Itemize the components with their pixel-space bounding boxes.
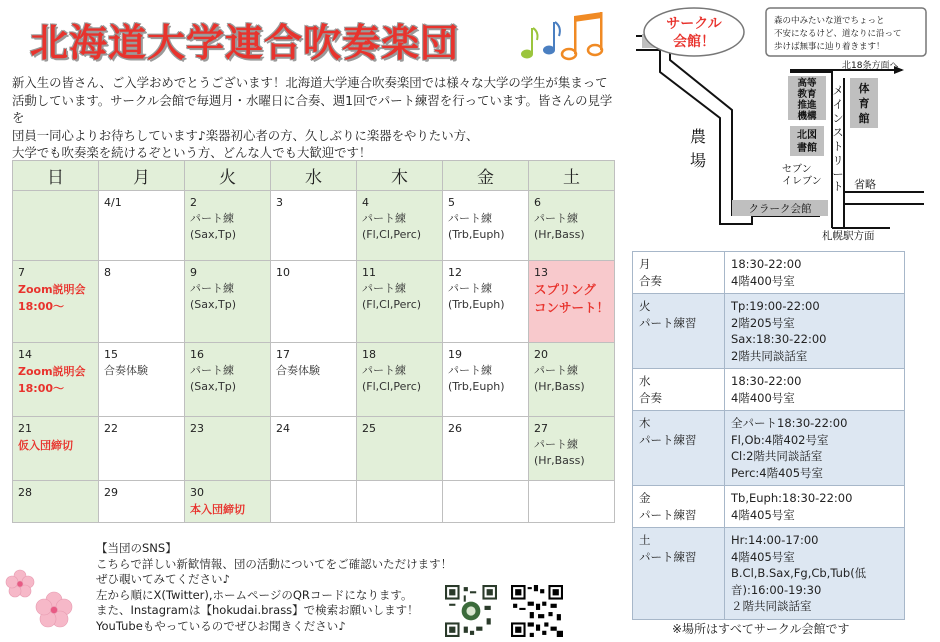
- schedule-day-cell: [633, 528, 725, 620]
- calendar-day-cell: [529, 261, 615, 343]
- calendar-day-cell: [13, 343, 99, 417]
- calendar-day-cell: [271, 191, 357, 261]
- farm-label-1: 農: [690, 127, 707, 146]
- calendar-activity: パート練: [190, 282, 234, 295]
- note-line-3: 歩けば無事に辿り着きます！: [774, 42, 885, 52]
- page-title: 北海道大学連合吹奏楽団: [30, 21, 460, 65]
- schedule-detail-line: 全パート18:30-22:00: [731, 416, 848, 430]
- calendar-activity: パート練: [190, 212, 234, 225]
- schedule-detail-line: 2階共同談話室: [731, 348, 808, 363]
- kouto-label-4: 機構: [797, 111, 817, 122]
- schedule-detail-cell: [725, 369, 905, 411]
- calendar-day-cell: [99, 417, 185, 481]
- weekday-mon: 月: [99, 161, 185, 191]
- map-north18-label: 北18条方面へ: [842, 61, 899, 71]
- farm-label-2: 場: [690, 151, 707, 170]
- calendar-day-number: 21: [18, 422, 32, 435]
- calendar-day-cell: [529, 343, 615, 417]
- sns-line: ぜひ覗いてみてください♪: [96, 572, 230, 587]
- calendar-activity: (Trb,Euph): [448, 228, 505, 241]
- calendar-week-row: [13, 343, 615, 417]
- homepage-qr-code[interactable]: [511, 585, 563, 637]
- calendar-activity: 合奏体験: [104, 364, 148, 377]
- main-street-label: [833, 84, 844, 193]
- calendar-day-number: 16: [190, 348, 204, 361]
- schedule-detail-cell: [725, 294, 905, 369]
- schedule-detail-line: 4階400号室: [731, 390, 795, 405]
- calendar-activity: パート練: [362, 212, 406, 225]
- sapporo-label: 札幌駅方面: [822, 230, 875, 242]
- schedule-day-label: パート練習: [639, 432, 697, 447]
- sns-line: 左から順にX(Twitter),ホームページのQRコードになります。: [96, 587, 413, 602]
- calendar-day-number: 14: [18, 348, 32, 361]
- calendar-day-cell: [443, 343, 529, 417]
- calendar-day-number: 23: [190, 422, 204, 435]
- calendar-week-row: [13, 261, 615, 343]
- schedule-day-label: 土: [639, 533, 651, 547]
- schedule-detail-line: 4階405号室: [731, 549, 795, 564]
- calendar-event-highlight: 18:00～: [18, 382, 65, 395]
- omit-label: 省略: [854, 178, 876, 191]
- music-notes-icon: [515, 4, 610, 68]
- calendar-activity: (Sax,Tp): [190, 380, 237, 393]
- cherry-blossom-icon: [2, 566, 92, 642]
- calendar-week-row: [13, 481, 615, 523]
- clark-label: クラーク会館: [748, 203, 812, 215]
- calendar-activity: パート練: [362, 364, 406, 377]
- weekday-sun: 日: [13, 161, 99, 191]
- calendar-activity: (Fl,Cl,Perc): [362, 228, 422, 241]
- calendar-activity: (Hr,Bass): [534, 228, 585, 241]
- calendar-day-number: 15: [104, 348, 118, 361]
- calendar-event-highlight: スプリング: [534, 282, 596, 297]
- calendar-day-cell: [443, 261, 529, 343]
- schedule-detail-line: Hr:14:00-17:00: [731, 533, 819, 547]
- calendar-day-cell: [13, 261, 99, 343]
- schedule-day-cell: [633, 252, 725, 294]
- note-line-1: 森の中みたいな道でちょっと: [774, 16, 885, 26]
- bubble-line-1: サークル: [666, 16, 722, 32]
- calendar-day-cell: [529, 481, 615, 523]
- sns-line: こちらで詳しい新歓情報、団の活動についてをご確認いただけます！: [96, 556, 453, 571]
- calendar-day-number: 20: [534, 348, 548, 361]
- schedule-detail-line: B.Cl,B.Sax,Fg,Cb,Tub(低: [731, 566, 867, 580]
- calendar-activity: (Trb,Euph): [448, 380, 505, 393]
- weekly-practice-schedule: [632, 251, 905, 620]
- schedule-row: [633, 411, 905, 486]
- x-twitter-qr-code[interactable]: [445, 585, 497, 637]
- calendar-day-cell: [185, 417, 271, 481]
- street-char: メ: [832, 84, 844, 97]
- calendar-day-cell: [357, 191, 443, 261]
- schedule-day-label: 合奏: [639, 273, 662, 288]
- calendar-day-number: 17: [276, 348, 290, 361]
- schedule-detail-line: 4階405号室: [731, 507, 795, 522]
- weekday-sat: 土: [529, 161, 615, 191]
- calendar-day-number: 25: [362, 422, 376, 435]
- schedule-detail-line: Fl,Ob:4階402号室: [731, 432, 829, 447]
- calendar-day-number: 10: [276, 266, 290, 279]
- calendar-day-cell: [529, 417, 615, 481]
- bubble-line-2: 会館！: [673, 34, 715, 50]
- calendar-day-number: 3: [276, 196, 283, 209]
- campus-map: [632, 2, 932, 242]
- calendar-day-number: 30: [190, 486, 204, 499]
- calendar-day-cell: [357, 261, 443, 343]
- intro-line: 新入生の皆さん、ご入学おめでとうございます！北海道大学連合吹奏楽団では様々な大学の学生が集まって: [12, 75, 608, 90]
- schedule-day-cell: [633, 411, 725, 486]
- weekday-thu: 木: [357, 161, 443, 191]
- street-char: リ: [832, 154, 844, 167]
- schedule-day-cell: [633, 369, 725, 411]
- calendar-day-cell: [99, 343, 185, 417]
- calendar-activity: パート練: [362, 282, 406, 295]
- calendar-activity: パート練: [534, 364, 578, 377]
- schedule-detail-line: 18:30-22:00: [731, 374, 802, 388]
- street-char: ス: [832, 126, 844, 139]
- calendar-event-highlight: コンサート！: [534, 300, 610, 315]
- library-label-2: 書館: [797, 143, 817, 154]
- calendar-activity: (Hr,Bass): [534, 454, 585, 467]
- calendar-activity: パート練: [448, 282, 492, 295]
- calendar-day-cell: [185, 191, 271, 261]
- schedule-day-label: 水: [639, 374, 651, 388]
- calendar-activity: パート練: [534, 438, 578, 451]
- intro-line: 大学でも吹奏楽を続けるぞという方、どんな人でも大歓迎です！: [12, 145, 372, 160]
- calendar-activity: 合奏体験: [276, 364, 320, 377]
- intro-line: 活動しています。サークル会館で毎週月・水曜日に合奏、週1回でパート練習を行っています。皆さんの見学を: [12, 92, 613, 125]
- schedule-row: [633, 252, 905, 294]
- calendar-day-number: 9: [190, 266, 197, 279]
- street-char: ト: [832, 180, 844, 193]
- seven-label-1: セブン: [782, 164, 812, 175]
- seven-label-2: イレブン: [782, 176, 822, 187]
- calendar-day-number: 7: [18, 266, 25, 279]
- street-char: ト: [832, 140, 844, 153]
- schedule-day-label: パート練習: [639, 507, 697, 522]
- kouto-label-1: 高等: [797, 78, 817, 89]
- calendar-event-highlight: Zoom説明会: [18, 365, 86, 378]
- calendar-day-number: 22: [104, 422, 118, 435]
- gym-label-3: 館: [858, 112, 870, 125]
- calendar-activity: パート練: [190, 364, 234, 377]
- calendar-activity: パート練: [534, 212, 578, 225]
- calendar-day-cell: [357, 417, 443, 481]
- calendar-day-cell: [529, 191, 615, 261]
- calendar-day-number: 2: [190, 196, 197, 209]
- weekday-tue: 火: [185, 161, 271, 191]
- schedule-day-cell: [633, 486, 725, 528]
- kouto-label-2: 教育: [797, 89, 817, 100]
- sns-line: 【当団のSNS】: [96, 541, 177, 555]
- calendar-day-cell: [99, 191, 185, 261]
- calendar-day-number: 28: [18, 486, 32, 499]
- schedule-detail-line: Sax:18:30-22:00: [731, 332, 827, 346]
- schedule-detail-cell: [725, 528, 905, 620]
- calendar-week-row: [13, 417, 615, 481]
- calendar-day-cell: [271, 417, 357, 481]
- schedule-detail-line: 4階400号室: [731, 273, 795, 288]
- schedule-day-label: 合奏: [639, 390, 662, 405]
- schedule-day-label: 木: [639, 416, 651, 430]
- calendar-day-number: 5: [448, 196, 455, 209]
- schedule-detail-line: Perc:4階405号室: [731, 465, 824, 480]
- schedule-day-label: パート練習: [639, 549, 697, 564]
- calendar-day-number: 4/1: [104, 196, 122, 209]
- schedule-day-label: 金: [639, 491, 651, 505]
- schedule-row: [633, 528, 905, 620]
- calendar-day-cell: [271, 261, 357, 343]
- calendar-day-cell: [357, 481, 443, 523]
- schedule-detail-cell: [725, 486, 905, 528]
- calendar-activity: (Sax,Tp): [190, 298, 237, 311]
- schedule-row: [633, 486, 905, 528]
- calendar-day-cell: [185, 481, 271, 523]
- calendar-day-number: 26: [448, 422, 462, 435]
- calendar-event-highlight: Zoom説明会: [18, 283, 86, 296]
- calendar-day-cell: [99, 261, 185, 343]
- calendar-day-number: 24: [276, 422, 290, 435]
- schedule-detail-line: ２階共同談話室: [731, 599, 812, 613]
- schedule-row: [633, 369, 905, 411]
- calendar-day-cell: [443, 417, 529, 481]
- weekday-fri: 金: [443, 161, 529, 191]
- calendar-day-number: 18: [362, 348, 376, 361]
- calendar-activity: (Fl,Cl,Perc): [362, 380, 422, 393]
- sns-line: YouTubeもやっているのでぜひお聞きください♪: [96, 618, 346, 633]
- calendar-day-cell: [13, 417, 99, 481]
- calendar-event-highlight: 本入団締切: [190, 503, 245, 516]
- calendar-day-cell: [443, 191, 529, 261]
- schedule-detail-cell: [725, 252, 905, 294]
- calendar-day-number: 27: [534, 422, 548, 435]
- calendar-day-cell: [99, 481, 185, 523]
- calendar-day-cell: [271, 481, 357, 523]
- calendar-activity: (Fl,Cl,Perc): [362, 298, 422, 311]
- calendar-event-highlight: 18:00～: [18, 300, 65, 313]
- calendar-activity: (Sax,Tp): [190, 228, 237, 241]
- schedule-footnote: ※場所はすべてサークル会館です: [672, 622, 850, 636]
- calendar-day-cell: [443, 481, 529, 523]
- street-char: イ: [832, 98, 844, 111]
- schedule-day-cell: [633, 294, 725, 369]
- schedule-detail-line: Tb,Euph:18:30-22:00: [731, 491, 853, 505]
- intro-line: 団員一同心よりお待ちしています♪楽器初心者の方、久しぶりに楽器をやりたい方、: [12, 127, 479, 143]
- kouto-label-3: 推進: [797, 100, 817, 111]
- calendar-day-number: 29: [104, 486, 118, 499]
- schedule-detail-line: 18:30-22:00: [731, 257, 802, 271]
- calendar-activity: パート練: [448, 364, 492, 377]
- schedule-row: [633, 294, 905, 369]
- calendar-activity: (Hr,Bass): [534, 380, 585, 393]
- calendar-event-highlight: 仮入団締切: [18, 439, 73, 452]
- calendar-week-row: [13, 191, 615, 261]
- schedule-detail-line: 2階205号室: [731, 315, 795, 330]
- schedule-detail-line: Cl:2階共同談話室: [731, 449, 823, 463]
- calendar-day-number: 13: [534, 266, 548, 279]
- schedule-detail-line: Tp:19:00-22:00: [731, 299, 820, 313]
- library-label-1: 北図: [797, 130, 817, 141]
- calendar-day-cell: [271, 343, 357, 417]
- calendar-day-number: 19: [448, 348, 462, 361]
- calendar-activity: パート練: [448, 212, 492, 225]
- april-calendar: [12, 160, 615, 523]
- calendar-day-cell: [357, 343, 443, 417]
- calendar-weekday-row: [13, 161, 615, 191]
- intro-text: [12, 74, 622, 162]
- schedule-detail-cell: [725, 411, 905, 486]
- schedule-detail-line: 音):16:00-19:30: [731, 582, 822, 597]
- schedule-day-label: パート練習: [639, 315, 697, 330]
- street-char: ン: [832, 112, 844, 125]
- calendar-day-cell: [185, 343, 271, 417]
- weekday-wed: 水: [271, 161, 357, 191]
- calendar-day-cell: [185, 261, 271, 343]
- note-line-2: 不安になるけど、道なりに沿って: [774, 29, 902, 39]
- schedule-day-label: 火: [639, 299, 651, 313]
- calendar-day-number: 4: [362, 196, 369, 209]
- calendar-day-number: 8: [104, 266, 111, 279]
- schedule-day-label: 月: [639, 257, 651, 271]
- street-char: ー: [832, 168, 844, 181]
- calendar-day-number: 12: [448, 266, 462, 279]
- gym-label-1: 体: [858, 82, 870, 95]
- calendar-day-number: 6: [534, 196, 541, 209]
- sns-line: また、Instagramは【hokudai.brass】で検索お願いします！: [96, 603, 419, 618]
- gym-label-2: 育: [858, 97, 870, 110]
- calendar-day-cell: [13, 481, 99, 523]
- calendar-day-cell: [13, 191, 99, 261]
- calendar-activity: (Trb,Euph): [448, 298, 505, 311]
- calendar-day-number: 11: [362, 266, 376, 279]
